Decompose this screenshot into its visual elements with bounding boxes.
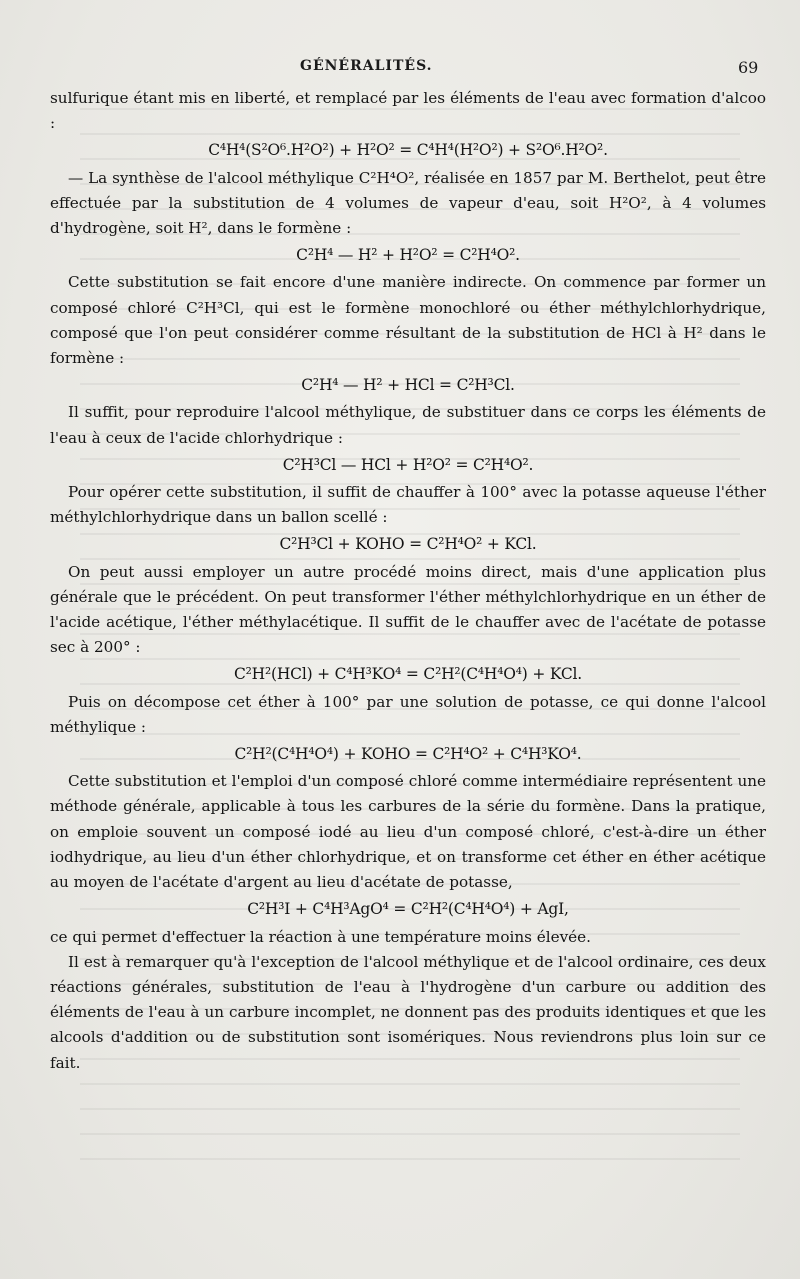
chemical-equation: C²H³Cl + KOHO = C²H⁴O² + KCl. — [279, 535, 537, 554]
chemical-equation: C²H²(HCl) + C⁴H³KO⁴ = C²H²(C⁴H⁴O⁴) + KCl. — [234, 665, 582, 684]
chemical-equation: C²H⁴ — H² + H²O² = C²H⁴O². — [296, 246, 520, 265]
chemical-equation: C²H³Cl — HCl + H²O² = C²H⁴O². — [282, 455, 534, 474]
paragraph: Pour opérer cette substitution, il suffit de chauffer à 100° avec la potasse aqueuse l'éther méthylchlorhydrique dans un ballon scellé : — [50, 483, 766, 527]
paragraph: sulfurique étant mis en liberté, et remplacé par les éléments de l'eau avec formation d'alcoo : — [50, 89, 766, 133]
running-title: GÉNÉRALITÉS. — [300, 58, 433, 74]
chemical-equation: C²H⁴ — H² + HCl = C²H³Cl. — [301, 376, 515, 395]
paragraph: ce qui permet d'effectuer la réaction à une température moins élevée. — [50, 927, 591, 946]
chemical-equation: C²H³I + C⁴H³AgO⁴ = C²H²(C⁴H⁴O⁴) + AgI, — [247, 900, 569, 919]
paragraph: Puis on décompose cet éther à 100° par une solution de potasse, ce qui donne l'alcool méthylique : — [50, 692, 766, 736]
page-header — [0, 54, 800, 78]
chemical-equation: C⁴H⁴(S²O⁶.H²O²) + H²O² = C⁴H⁴(H²O²) + S²O⁶.H²O². — [208, 141, 608, 160]
paragraph: — La synthèse de l'alcool méthylique C²H⁴O², réalisée en 1857 par M. Berthelot, peut être effectuée par la substitution de 4 volumes de vapeur d'eau, soit H²O², à 4 volumes d'hydrogène, soit H², dans le formène : — [50, 168, 766, 238]
paragraph: Il est à remarquer qu'à l'exception de l'alcool méthylique et de l'alcool ordinaire, ces deux réactions générales, substitution de l'eau à l'hydrogène d'un carbure ou addition des éléments de l'eau à un carbure incomplet, ne donnent pas des produits identiques et que les alcools d'addition ou de substitution sont isomériques. Nous reviendrons plus loin sur ce fait. — [50, 952, 766, 1072]
chemical-equation: C²H²(C⁴H⁴O⁴) + KOHO = C²H⁴O² + C⁴H³KO⁴. — [234, 745, 582, 764]
paragraph: Il suffit, pour reproduire l'alcool méthylique, de substituer dans ce corps les éléments de l'eau à ceux de l'acide chlorhydrique : — [50, 403, 766, 447]
body-text — [50, 86, 766, 1076]
paragraph: On peut aussi employer un autre procédé moins direct, mais d'une application plus générale que le précédent. On peut transformer l'éther méthylchlorhydrique en un éther de l'acide acétique, l'éther méthylacétique. Il suffit de le chauffer avec de l'acétate de potasse sec à 200° : — [50, 562, 766, 657]
page-number: 69 — [738, 58, 759, 77]
paragraph: Cette substitution se fait encore d'une manière indirecte. On commence par former un composé chloré C²H³Cl, qui est le formène monochloré ou éther méthylchlorhydrique, composé que l'on peut considérer comme résultant de la substitution de HCl à H² dans le formène : — [50, 273, 766, 368]
paragraph: Cette substitution et l'emploi d'un composé chloré comme intermédiaire représentent une méthode générale, applicable à tous les carbures de la série du formène. Dans la pratique, on emploie souvent un composé iodé au lieu d'un composé chloré, c'est-à-dire un éther iodhydrique, au lieu d'un éther chlorhydrique, et on transforme cet éther en éther acétique au moyen de l'acétate d'argent au lieu d'acétate de potasse, — [50, 772, 766, 892]
